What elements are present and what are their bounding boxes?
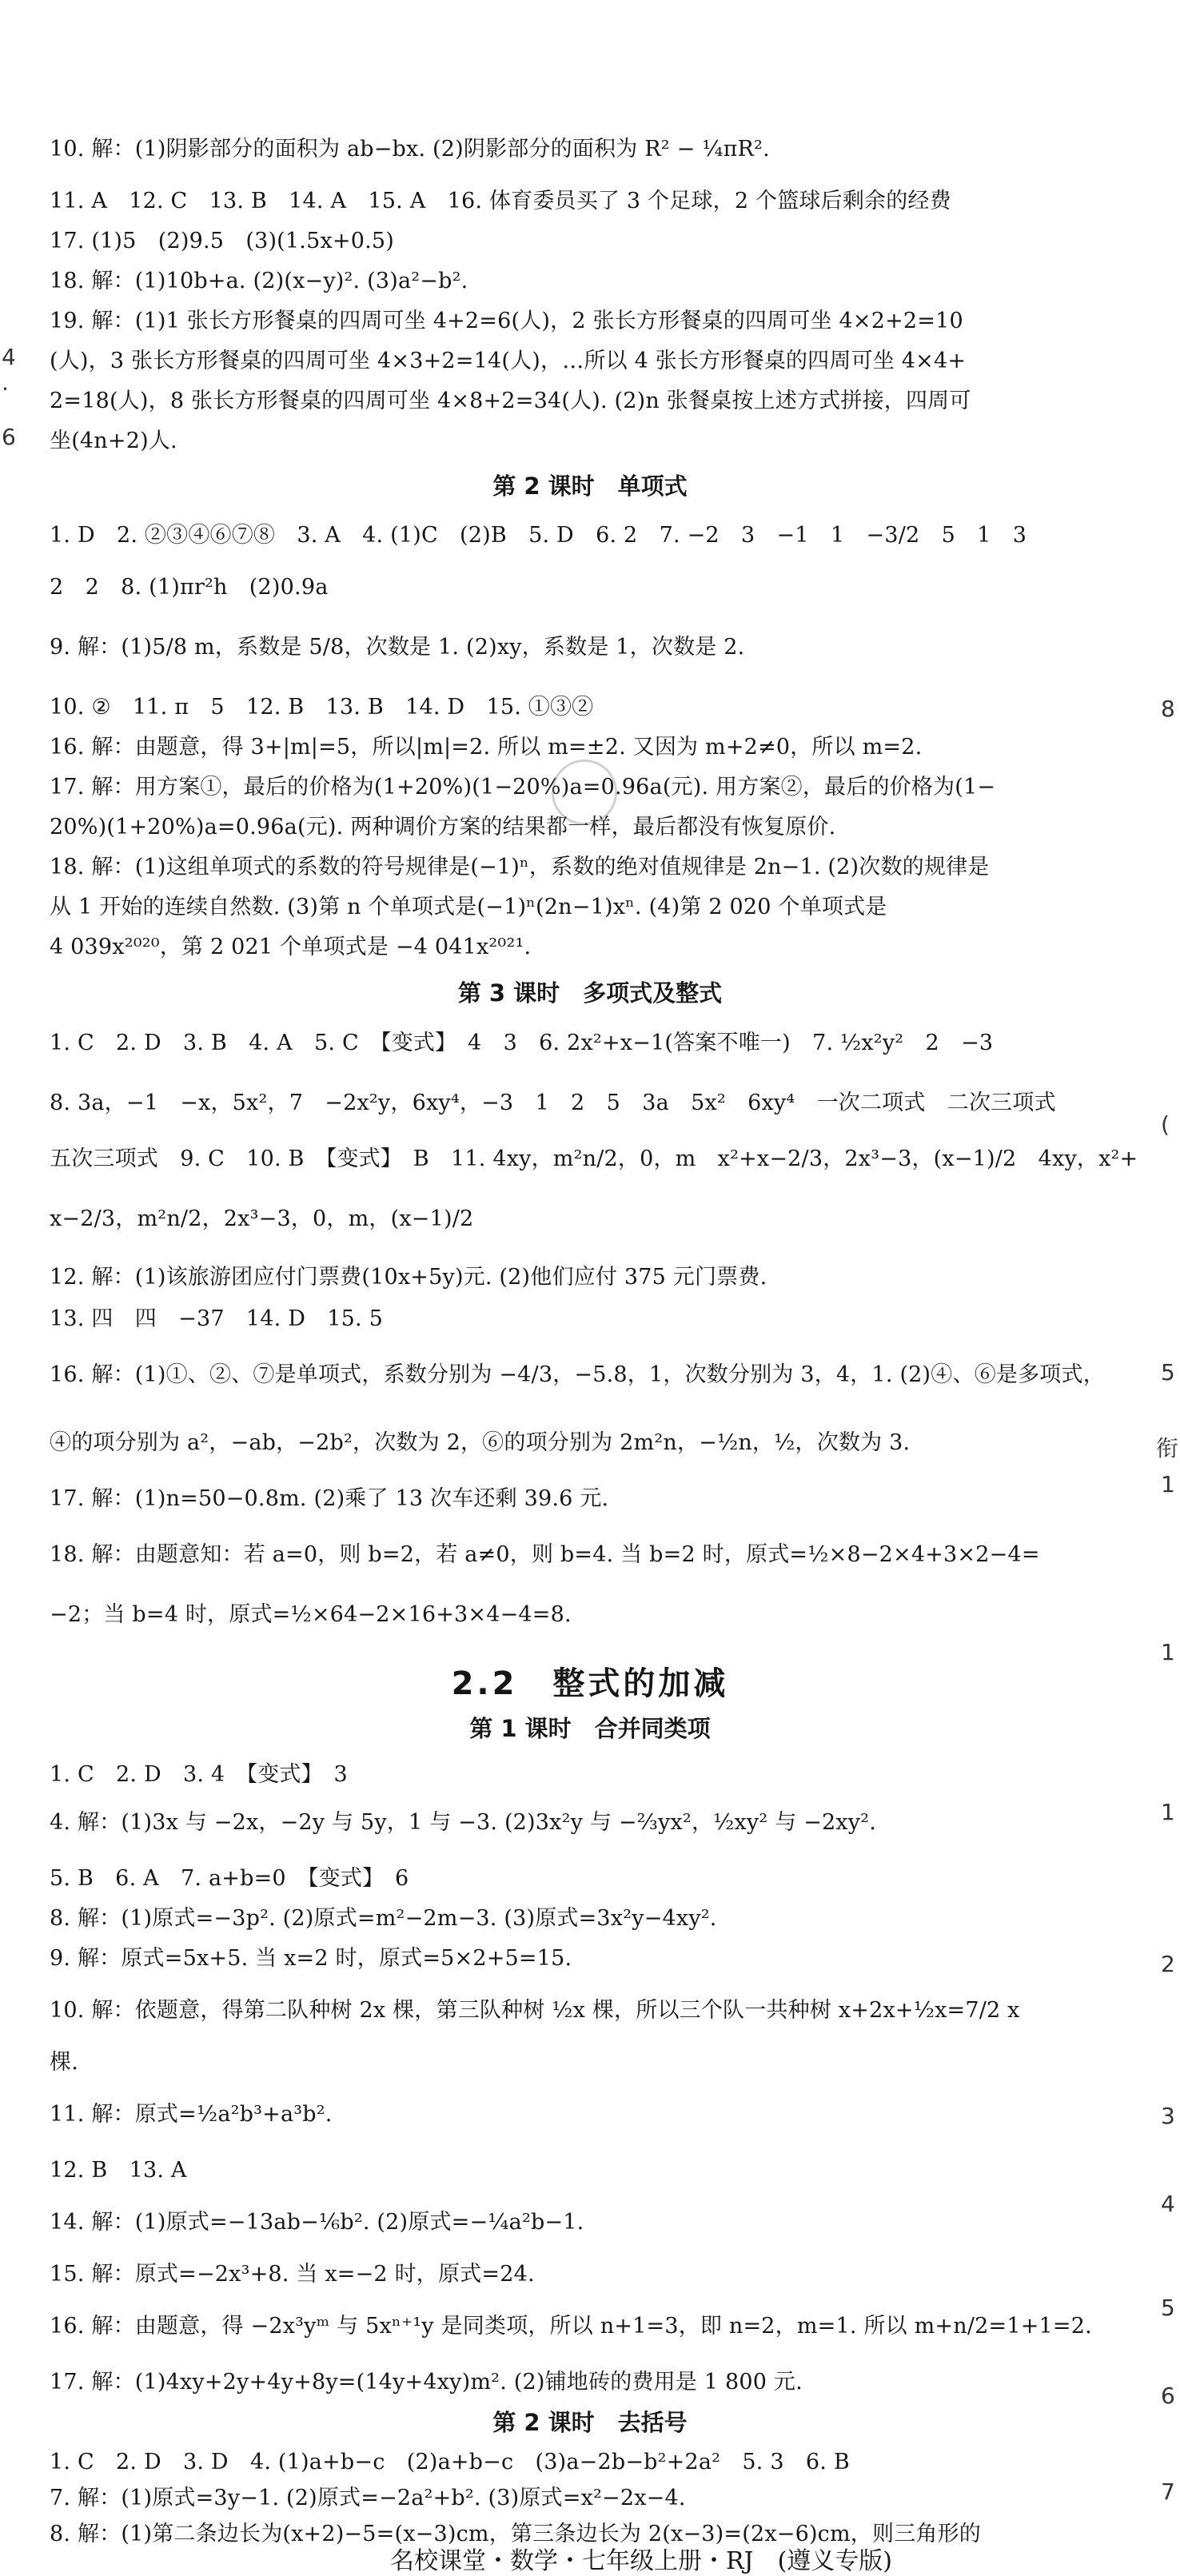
edge-char: ( [1161, 1111, 1170, 1138]
answer-line: 10. ② 11. π 5 12. B 13. B 14. D 15. ①③② [50, 695, 594, 720]
answer-line: 11. A 12. C 13. B 14. A 15. A 16. 体育委员买了 3 个足球，2 个篮球后剩余的经费 [50, 189, 951, 213]
edge-char: 8 [1161, 696, 1175, 722]
answer-line: 7. 解：(1)原式=3y−1. (2)原式=−2a²+b². (3)原式=x²−2x−4. [50, 2486, 686, 2510]
answer-line: ④的项分别为 a²，−ab，−2b²，次数为 2，⑥的项分别为 2m²n，−½n，½，次数为 3. [50, 1430, 911, 1455]
edge-char: 2 [1161, 1951, 1175, 1977]
answer-line: 棵. [50, 2050, 78, 2075]
answer-line: 13. 四 四 −37 14. D 15. 5 [50, 1306, 383, 1331]
section-heading: 第 2 课时 单项式 [492, 473, 688, 500]
section-heading: 第 2 课时 去括号 [492, 2409, 688, 2436]
answer-line: 8. 3a，−1 −x，5x²，7 −2x²y，6xy⁴，−3 1 2 5 3a 5x² 6xy⁴ 一次二项式 二次三项式 [50, 1091, 1056, 1115]
answer-line: 11. 解：原式=½a²b³+a³b². [50, 2102, 333, 2127]
answer-line: 17. 解：用方案①，最后的价格为(1+20%)(1−20%)a=0.96a(元). 用方案②，最后的价格为(1− [50, 775, 996, 800]
edge-char: 7 [1161, 2478, 1175, 2505]
section-heading: 第 3 课时 多项式及整式 [457, 979, 723, 1007]
edge-char: 衔 [1156, 1435, 1179, 1461]
answer-line: 9. 解：(1)5/8 m，系数是 5/8，次数是 1. (2)xy，系数是 1，次数是 2. [50, 635, 745, 660]
answer-line: 16. 解：由题意，得 −2x³yᵐ 与 5xⁿ⁺¹y 是同类项，所以 n+1=3，即 n=2，m=1. 所以 m+n/2=1+1=2. [50, 2314, 1092, 2339]
answer-line: 9. 解：原式=5x+5. 当 x=2 时，原式=5×2+5=15. [50, 1946, 572, 1971]
edge-char: 1 [1161, 1639, 1175, 1665]
answer-line: 19. 解：(1)1 张长方形餐桌的四周可坐 4+2=6(人)，2 张长方形餐桌的四周可坐 4×2+2=10 [50, 309, 963, 333]
answer-line: 5. B 6. A 7. a+b=0 【变式】 6 [50, 1866, 409, 1891]
answer-line: 8. 解：(1)原式=−3p². (2)原式=m²−2m−3. (3)原式=3x²y−4xy². [50, 1906, 717, 1931]
answer-line: (人)，3 张长方形餐桌的四周可坐 4×3+2=14(人)，…所以 4 张长方形餐桌的四周可坐 4×4+ [50, 349, 967, 373]
answer-line: 18. 解：(1)这组单项式的系数的符号规律是(−1)ⁿ，系数的绝对值规律是 2n−1. (2)次数的规律是 [50, 855, 990, 879]
edge-char: 6 [2, 424, 16, 450]
answer-line: 1. C 2. D 3. 4 【变式】 3 [50, 1762, 348, 1787]
answer-line: 16. 解：(1)①、②、⑦是单项式，系数分别为 −4/3，−5.8，1，次数分别为 3，4，1. (2)④、⑥是多项式， [50, 1362, 1105, 1387]
answer-line: 4. 解：(1)3x 与 −2x，−2y 与 5y，1 与 −3. (2)3x²y 与 −⅔yx²，½xy² 与 −2xy². [50, 1810, 877, 1835]
answer-line: −2；当 b=4 时，原式=½×64−2×16+3×4−4=8. [50, 1602, 572, 1627]
answer-line: 8. 解：(1)第二条边长为(x+2)−5=(x−3)cm，第三条边长为 2(x−3)=(2x−6)cm，则三角形的 [50, 2522, 982, 2546]
answer-line: 1. D 2. ②③④⑥⑦⑧ 3. A 4. (1)C (2)B 5. D 6. 2 7. −2 3 −1 1 −3/2 5 1 3 [50, 523, 1027, 548]
answer-line: 14. 解：(1)原式=−13ab−⅙b². (2)原式=−¼a²b−1. [50, 2210, 584, 2235]
answer-line: 16. 解：由题意，得 3+|m|=5，所以|m|=2. 所以 m=±2. 又因为 m+2≠0，所以 m=2. [50, 735, 923, 760]
edge-char: 3 [1161, 2103, 1175, 2129]
faint-stamp-mark [552, 760, 617, 825]
edge-char: 5 [1161, 1359, 1175, 1386]
answer-line: 12. 解：(1)该旅游团应付门票费(10x+5y)元. (2)他们应付 375 元门票费. [50, 1265, 767, 1290]
answer-line: 10. 解：(1)阴影部分的面积为 ab−bx. (2)阴影部分的面积为 R² − ¼πR². [50, 137, 770, 161]
answer-line: 4 039x²⁰²⁰，第 2 021 个单项式是 −4 041x²⁰²¹. [50, 935, 532, 959]
answer-line: 17. 解：(1)n=50−0.8m. (2)乘了 13 次车还剩 39.6 元. [50, 1486, 609, 1511]
edge-char: 6 [1161, 2383, 1175, 2409]
edge-char: · [2, 376, 9, 402]
answer-line: 18. 解：由题意知：若 a=0，则 b=2，若 a≠0，则 b=4. 当 b=2 时，原式=½×8−2×4+3×2−4= [50, 1542, 1040, 1567]
answer-line: 1. C 2. D 3. D 4. (1)a+b−c (2)a+b−c (3)a−2b−b²+2a² 5. 3 6. B [50, 2450, 850, 2474]
edge-char: 4 [2, 344, 16, 370]
answer-line: 1. C 2. D 3. B 4. A 5. C 【变式】 4 3 6. 2x²+x−1(答案不唯一) 7. ½x²y² 2 −3 [50, 1031, 994, 1055]
chapter-heading: 2.2 整式的加减 [451, 1665, 729, 1702]
answer-line: 从 1 开始的连续自然数. (3)第 n 个单项式是(−1)ⁿ(2n−1)xⁿ. (4)第 2 020 个单项式是 [50, 895, 887, 919]
answer-line: 12. B 13. A [50, 2158, 187, 2183]
edge-char: 4 [1161, 2191, 1175, 2217]
footer-text: 名校课堂・数学・七年级上册・RJ (遵义专版) [389, 2547, 892, 2575]
edge-char: 5 [1161, 2295, 1175, 2321]
page-footer [0, 2541, 1180, 2576]
section-heading: 第 1 课时 合并同类项 [469, 1715, 711, 1742]
answer-line: 15. 解：原式=−2x³+8. 当 x=−2 时，原式=24. [50, 2262, 535, 2287]
answer-line: 10. 解：依题意，得第二队种树 2x 棵，第三队种树 ½x 棵，所以三个队一共种树 x+2x+½x=7/2 x [50, 1998, 1020, 2023]
edge-char: 1 [1161, 1799, 1175, 1825]
answer-line: 17. (1)5 (2)9.5 (3)(1.5x+0.5) [50, 229, 394, 253]
answer-line: 20%)(1+20%)a=0.96a(元). 两种调价方案的结果都一样，最后都没有恢复原价. [50, 815, 836, 839]
answer-line: 17. 解：(1)4xy+2y+4y+8y=(14y+4xy)m². (2)铺地砖的费用是 1 800 元. [50, 2370, 803, 2395]
edge-char: 1 [1161, 1471, 1175, 1497]
answer-line: 五次三项式 9. C 10. B 【变式】 B 11. 4xy，m²n/2，0，m x²+x−2/3，2x³−3，(x−1)/2 4xy，x²+ [50, 1146, 1138, 1171]
answer-line: x−2/3，m²n/2，2x³−3，0，m，(x−1)/2 [50, 1206, 474, 1231]
answer-line: 2 2 8. (1)πr²h (2)0.9a [50, 575, 329, 600]
answer-line: 2=18(人)，8 张长方形餐桌的四周可坐 4×8+2=34(人). (2)n 张餐桌按上述方式拼接，四周可 [50, 389, 971, 413]
answer-line: 坐(4n+2)人. [50, 429, 177, 453]
answer-line: 18. 解：(1)10b+a. (2)(x−y)². (3)a²−b². [50, 269, 468, 293]
